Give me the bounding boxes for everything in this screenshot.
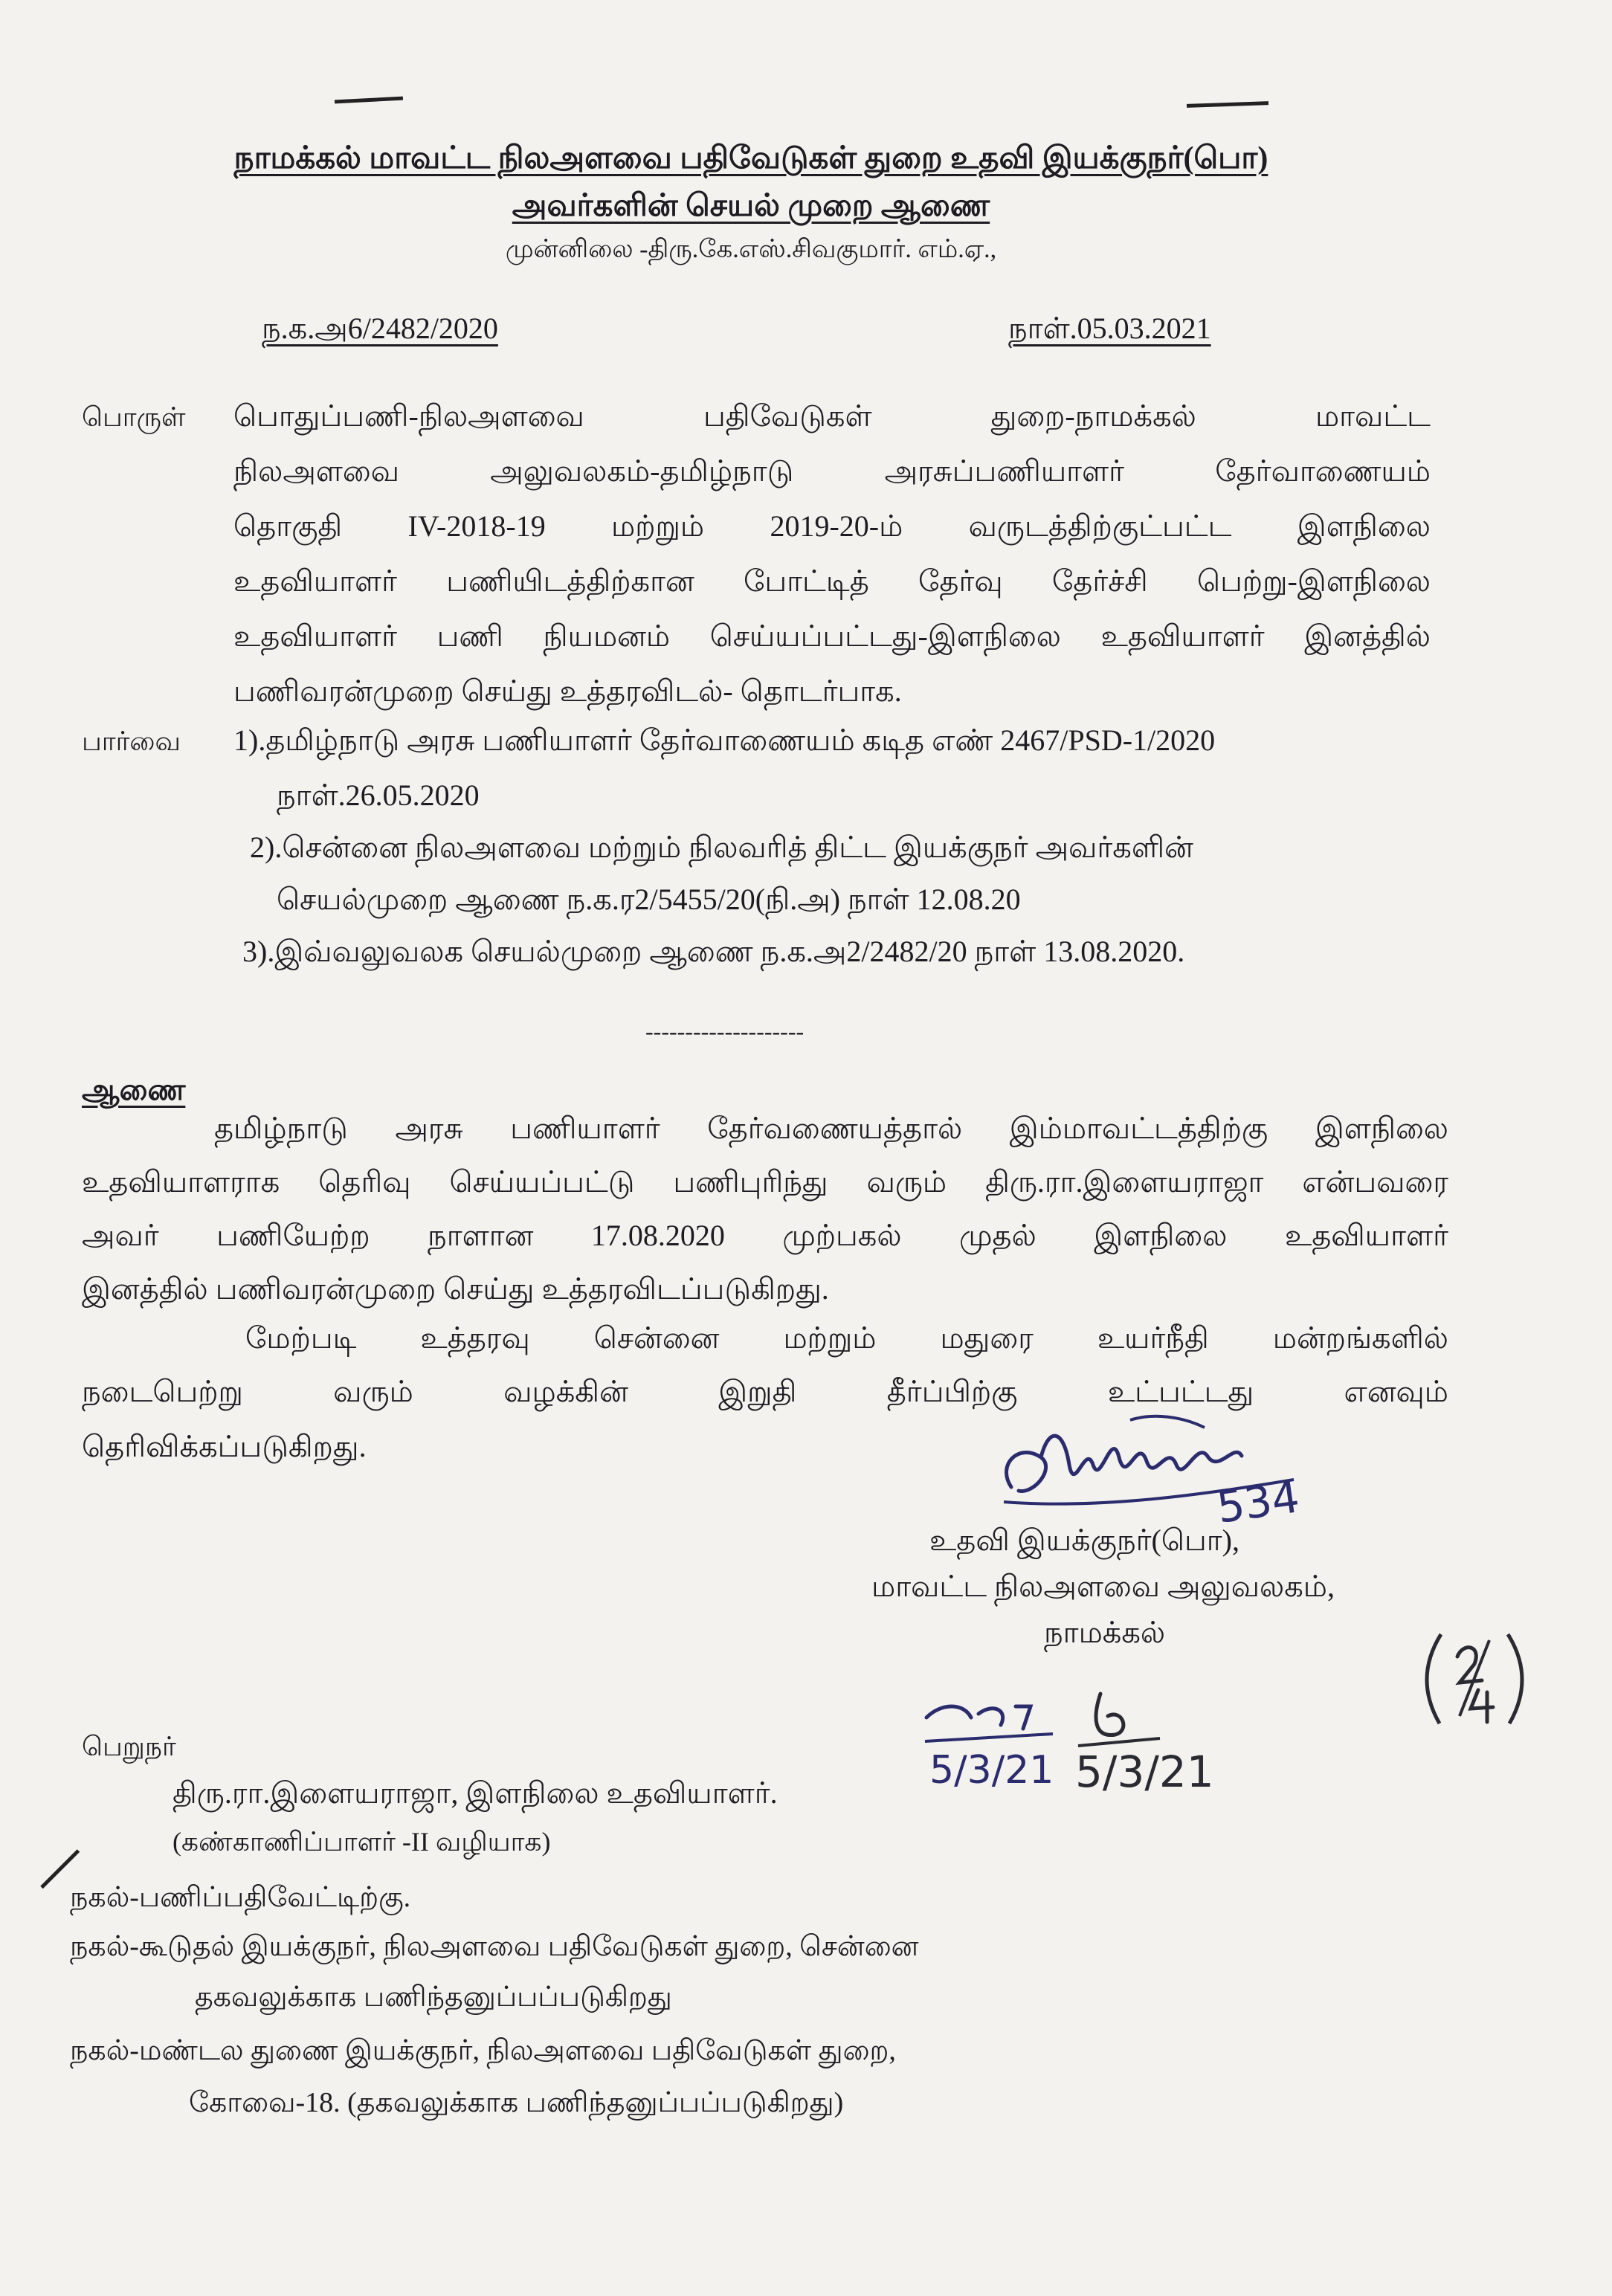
signatory-place: நாமக்கல்	[1044, 1616, 1166, 1649]
recipient-via: (கண்காணிப்பாளர் -II வழியாக)	[173, 1827, 551, 1857]
subject-line: பொதுப்பணி-நிலஅளவை பதிவேடுகள் துறை-நாமக்கல் மாவட்ட	[233, 399, 1431, 433]
order-paragraph-2-line: நடைபெற்று வரும் வழக்கின் இறுதி தீர்ப்பிற்கு உட்பட்டது எனவும்	[82, 1375, 1448, 1408]
title-line-1: நாமக்கல் மாவட்ட நிலஅளவை பதிவேடுகள் துறை உதவி இயக்குநர்(பொ)	[233, 141, 1268, 175]
reference-label: பார்வை	[82, 726, 181, 756]
signatory-designation: உதவி இயக்குநர்(பொ),	[929, 1523, 1239, 1557]
initial-with-date-1	[919, 1695, 1060, 1799]
copy-line: நகல்-மண்டல துணை இயக்குநர், நிலஅளவை பதிவேடுகள் துறை,	[70, 2035, 896, 2066]
initial-with-date-2	[1071, 1686, 1219, 1798]
subject-line: உதவியாளர் பணியிடத்திற்கான போட்டித் தேர்வு தேர்ச்சி பெற்று-இளநிலை	[233, 564, 1431, 598]
copy-line: நகல்-கூடுதல் இயக்குநர், நிலஅளவை பதிவேடுகள் துறை, சென்னை	[70, 1931, 919, 1962]
recipient-label: பெறுநர்	[82, 1732, 176, 1761]
reference-item-2: 2).சென்னை நிலஅளவை மற்றும் நிலவரித் திட்ட இயக்குநர் அவர்களின்	[250, 831, 1193, 864]
signatory-office: மாவட்ட நிலஅளவை அலுவலகம்,	[871, 1570, 1335, 1603]
page-number-mark	[1419, 1627, 1530, 1731]
svg-text:5/3/21: 5/3/21	[929, 1748, 1054, 1793]
copy-line: தகவலுக்காக பணிந்தனுப்பப்படுகிறது	[195, 1981, 672, 2013]
order-label: ஆணை	[82, 1073, 186, 1106]
copy-line: நகல்-பணிப்பதிவேட்டிற்கு.	[70, 1882, 411, 1913]
presence-line: முன்னிலை -திரு.கே.எஸ்.சிவகுமார். எம்.ஏ.,	[505, 236, 997, 263]
reference-item-3: 3).இவ்வலுவலக செயல்முறை ஆணை ந.க.அ2/2482/20 நாள் 13.08.2020.	[242, 935, 1185, 968]
subject-label: பொருள்	[82, 402, 186, 432]
subject-line: பணிவரன்முறை செய்து உத்தரவிடல்- தொடர்பாக.	[233, 674, 902, 708]
reference-item-1: 1).தமிழ்நாடு அரசு பணியாளர் தேர்வாணையம் கடித எண் 2467/PSD-1/2020	[233, 723, 1216, 757]
order-paragraph-1-line: இனத்தில் பணிவரன்முறை செய்து உத்தரவிடப்படுகிறது.	[82, 1272, 829, 1306]
handwritten-signature	[981, 1398, 1309, 1539]
svg-text:5/3/21: 5/3/21	[1075, 1747, 1214, 1797]
order-paragraph-2-line: மேற்படி உத்தரவு சென்னை மற்றும் மதுரை உயர்நீதி மன்றங்களில்	[245, 1321, 1448, 1355]
order-paragraph-2-line: தெரிவிக்கப்படுகிறது.	[82, 1430, 367, 1463]
subject-line: நிலஅளவை அலுவலகம்-தமிழ்நாடு அரசுப்பணியாளர் தேர்வாணையம்	[233, 454, 1431, 488]
reference-item-2-cont: செயல்முறை ஆணை ந.க.ர2/5455/20(நி.அ) நாள் 12.08.20	[277, 883, 1021, 916]
order-paragraph-1-line: தமிழ்நாடு அரசு பணியாளர் தேர்வணையத்தால் இம்மாவட்டத்திற்கு இளநிலை	[214, 1112, 1448, 1145]
order-paragraph-1-line: அவர் பணியேற்ற நாளான 17.08.2020 முற்பகல் முதல் இளநிலை உதவியாளர்	[82, 1219, 1448, 1252]
order-date: நாள்.05.03.2021	[1008, 312, 1211, 345]
copy-line: கோவை-18. (தகவலுக்காக பணிந்தனுப்பப்படுகிறது)	[189, 2087, 844, 2118]
subject-line: உதவியாளர் பணி நியமனம் செய்யப்பட்டது-இளநிலை உதவியாளர் இனத்தில்	[233, 619, 1431, 653]
top-mark-left	[335, 97, 403, 104]
order-paragraph-1-line: உதவியாளராக தெரிவு செய்யப்பட்டு பணிபுரிந்து வரும் திரு.ரா.இளையராஜா என்பவரை	[82, 1165, 1448, 1199]
recipient-name: திரு.ரா.இளையராஜா, இளநிலை உதவியாளர்.	[173, 1776, 778, 1810]
reference-number: ந.க.அ6/2482/2020	[262, 312, 498, 345]
top-mark-right	[1187, 101, 1268, 108]
subject-line: தொகுதி IV-2018-19 மற்றும் 2019-20-ம் வருடத்திற்குட்பட்ட இளநிலை	[233, 509, 1431, 543]
title-line-2: அவர்களின் செயல் முறை ஆணை	[512, 189, 990, 223]
reference-item-1-date: நாள்.26.05.2020	[277, 778, 480, 812]
reference-separator: --------------------	[645, 1018, 805, 1045]
signature-number: 534	[1213, 1471, 1303, 1533]
